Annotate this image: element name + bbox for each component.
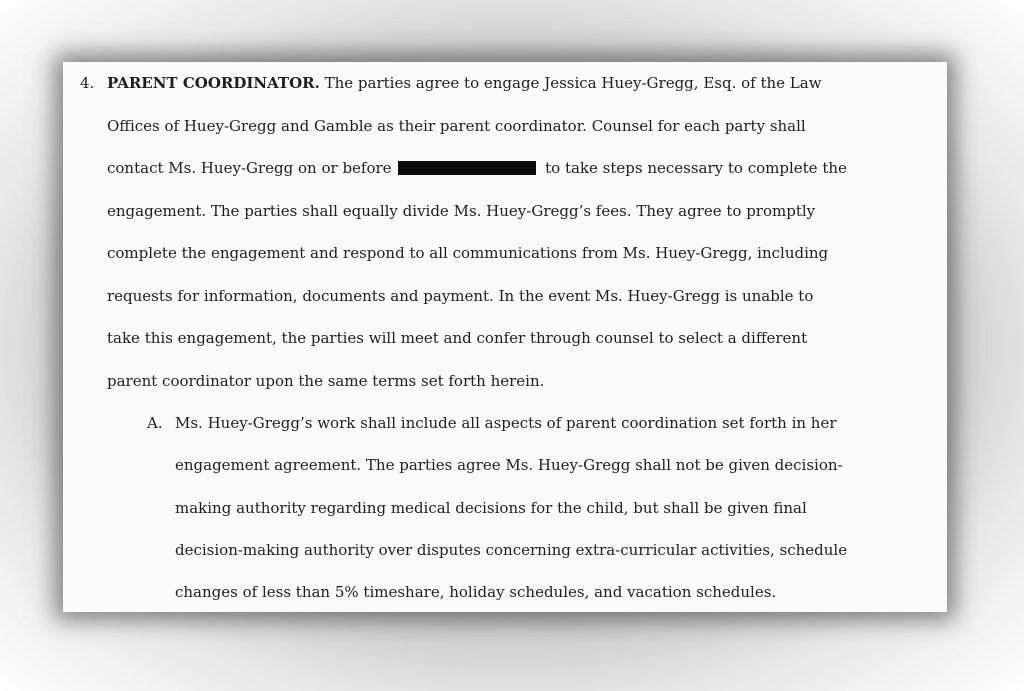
section-number: 4. [80, 74, 95, 92]
section-line-3-text-b: to take steps necessary to complete the [545, 159, 847, 177]
subsection-label: A. [147, 414, 163, 432]
redaction-bar [398, 161, 536, 175]
section-line-7: take this engagement, the parties will meet and confer through counsel to select a different [107, 329, 808, 347]
section-heading: PARENT COORDINATOR. [107, 74, 320, 92]
subsection-line-2: engagement agreement. The parties agree Ms. Huey-Gregg shall not be given decision- [175, 456, 843, 474]
section-line-5: complete the engagement and respond to all communications from Ms. Huey-Gregg, including [107, 244, 829, 262]
subsection-line-3: making authority regarding medical decisions for the child, but shall be given final [175, 499, 807, 517]
section-line-8: parent coordinator upon the same terms set forth herein. [107, 372, 545, 390]
section-line-3-text-a: contact Ms. Huey-Gregg on or before [107, 159, 392, 177]
document-page [63, 62, 947, 612]
subsection-line-5: changes of less than 5% timeshare, holiday schedules, and vacation schedules. [175, 583, 777, 601]
subsection-line-1: Ms. Huey-Gregg’s work shall include all aspects of parent coordination set forth in her [175, 414, 837, 432]
section-line-6: requests for information, documents and payment. In the event Ms. Huey-Gregg is unable to [107, 287, 814, 305]
section-line-1 [107, 74, 822, 92]
section-line-1-text: The parties agree to engage Jessica Huey-Gregg, Esq. of the Law [324, 74, 822, 92]
subsection-line-4: decision-making authority over disputes concerning extra-curricular activities, schedule [175, 541, 848, 559]
section-line-3 [107, 159, 847, 177]
section-line-2: Offices of Huey-Gregg and Gamble as their parent coordinator. Counsel for each party shall [107, 117, 806, 135]
section-line-4: engagement. The parties shall equally divide Ms. Huey-Gregg’s fees. They agree to promptly [107, 202, 816, 220]
